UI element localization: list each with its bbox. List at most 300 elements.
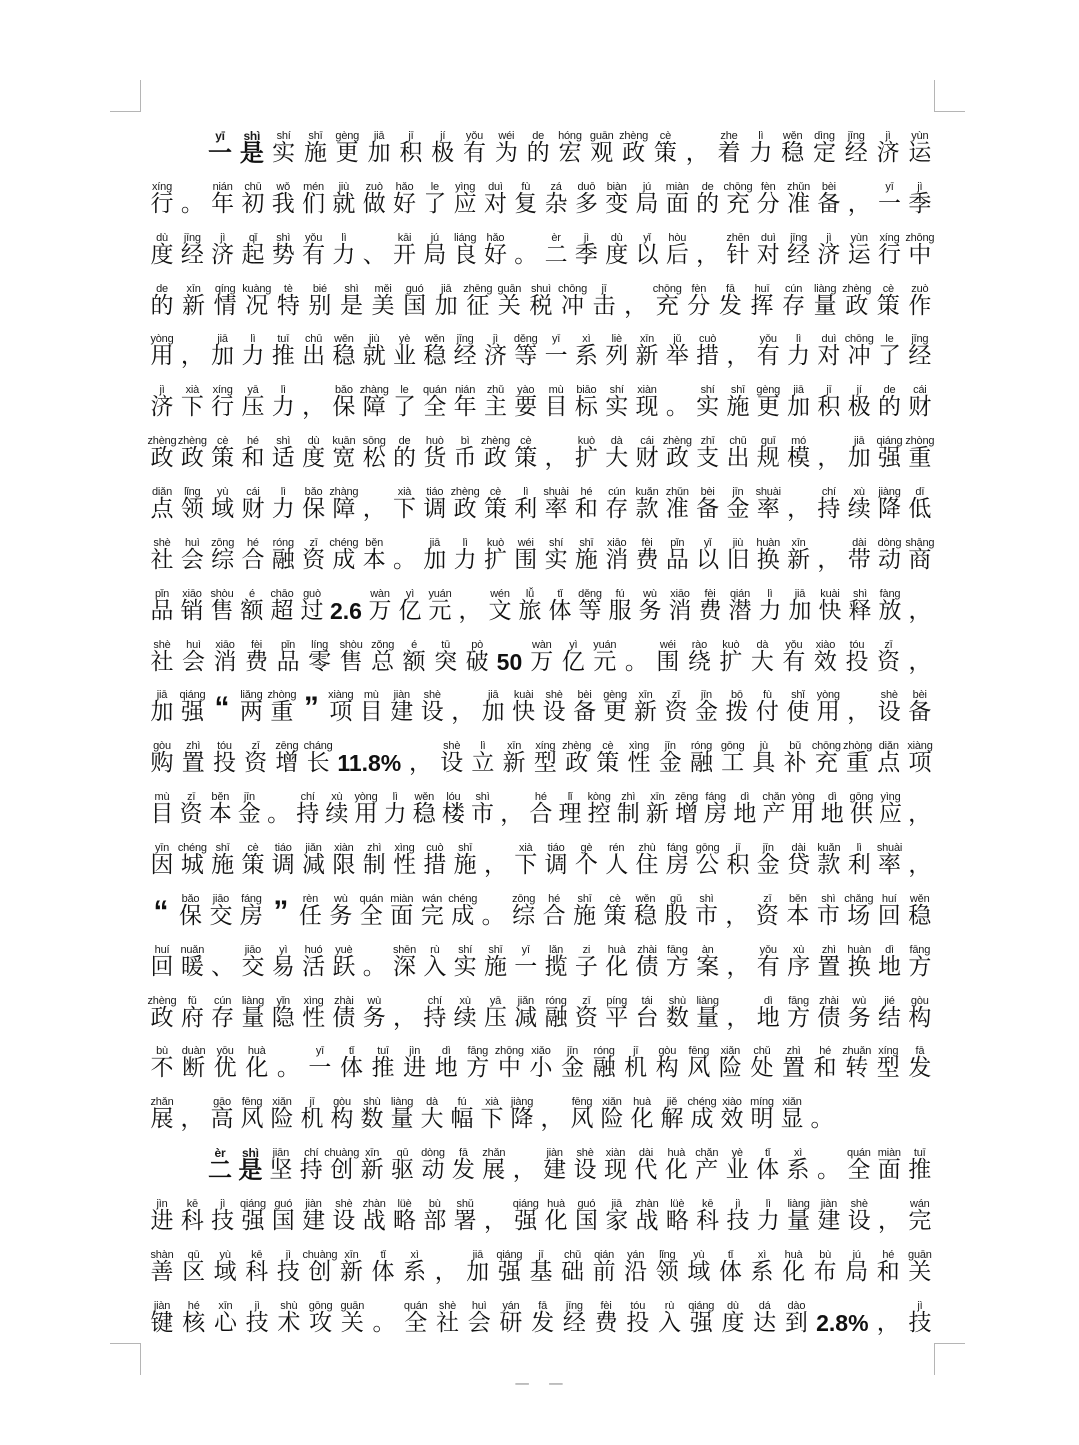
hanzi: 加 xyxy=(787,394,811,421)
hanzi: 领 xyxy=(655,1258,679,1285)
hanzi: 全 xyxy=(359,902,383,929)
hanzi: 策 xyxy=(603,902,627,929)
pinyin: gōng xyxy=(720,740,745,753)
hanzi: 重 xyxy=(908,445,932,472)
char-cell xyxy=(668,582,692,625)
pinyin: jiā xyxy=(156,689,168,702)
pinyin: jīng xyxy=(911,333,929,346)
hanzi: 善 xyxy=(150,1258,174,1285)
pinyin: chū xyxy=(729,435,747,448)
punctuation: ， xyxy=(180,343,204,370)
hanzi: 的 xyxy=(526,140,550,166)
hanzi: 技 xyxy=(211,1208,235,1235)
pinyin: kē xyxy=(186,1198,198,1211)
char-cell xyxy=(180,378,204,421)
hanzi: 成 xyxy=(451,902,475,929)
pinyin: zī xyxy=(309,536,318,549)
hanzi: 措 xyxy=(696,343,720,370)
pinyin: lì xyxy=(280,384,286,397)
punctuation-cell xyxy=(180,327,204,370)
char-cell xyxy=(619,124,649,167)
hanzi: 情 xyxy=(213,292,237,319)
char-cell xyxy=(878,378,902,421)
char-cell xyxy=(908,683,932,726)
hanzi: 中 xyxy=(497,1055,521,1082)
hanzi: 研 xyxy=(499,1309,523,1336)
char-cell xyxy=(813,277,837,320)
pinyin: shī xyxy=(308,130,323,142)
hanzi: 对 xyxy=(483,190,507,217)
hanzi: 关 xyxy=(340,1309,364,1336)
hanzi: 力 xyxy=(756,1208,780,1235)
hanzi: 快 xyxy=(818,597,842,624)
text-line xyxy=(150,378,932,429)
hanzi: 台 xyxy=(635,1004,659,1031)
pinyin: hóng xyxy=(558,130,582,142)
char-cell xyxy=(359,683,383,726)
hanzi: 全 xyxy=(423,394,447,421)
hanzi: 体 xyxy=(548,597,572,624)
pinyin: miàn xyxy=(665,180,689,193)
pinyin: xiàng xyxy=(328,689,354,702)
char-cell xyxy=(241,938,265,981)
char-cell xyxy=(543,1141,567,1184)
hanzi: 局 xyxy=(635,190,659,217)
pinyin: zhǎn xyxy=(150,1096,174,1109)
punctuation: 。 xyxy=(624,648,648,675)
char-cell xyxy=(813,633,837,676)
char-cell xyxy=(820,785,844,828)
hanzi: 征 xyxy=(466,292,490,319)
char-cell xyxy=(694,887,718,930)
pinyin: xiào xyxy=(722,1096,742,1109)
char-cell xyxy=(787,226,811,269)
pinyin: miàn xyxy=(877,1147,901,1160)
char-cell xyxy=(526,124,550,167)
char-cell xyxy=(645,785,669,828)
pinyin: guān xyxy=(908,1248,932,1261)
char-cell xyxy=(634,887,658,930)
char-cell xyxy=(603,683,627,726)
char-cell xyxy=(908,734,932,777)
hanzi: 别 xyxy=(308,292,332,319)
char-cell xyxy=(150,1192,174,1235)
hanzi: 就 xyxy=(332,190,356,217)
char-cell xyxy=(787,989,811,1032)
pinyin: huī xyxy=(754,282,770,295)
pinyin: liàng xyxy=(241,994,265,1007)
punctuation-cell xyxy=(624,633,648,676)
char-cell xyxy=(847,226,871,269)
hanzi: 货 xyxy=(423,445,447,472)
pinyin: huà xyxy=(667,1147,686,1160)
pinyin: zhèng xyxy=(562,740,592,753)
char-cell xyxy=(877,887,901,930)
hanzi: 断 xyxy=(182,1055,206,1082)
char-cell xyxy=(450,480,480,523)
punctuation: ， xyxy=(624,292,648,319)
char-cell xyxy=(150,1243,174,1286)
pinyin: cè xyxy=(247,842,259,855)
char-cell xyxy=(431,124,455,167)
pinyin: jì xyxy=(285,1248,291,1261)
char-cell xyxy=(423,327,447,370)
hanzi: 施 xyxy=(483,953,507,980)
char-cell xyxy=(605,429,629,472)
char-cell xyxy=(453,429,477,472)
char-cell xyxy=(402,633,426,676)
punctuation: 、 xyxy=(362,241,386,268)
pinyin: zōng xyxy=(211,536,235,549)
hanzi: 绕 xyxy=(687,648,711,675)
hanzi: 持 xyxy=(817,496,841,523)
pinyin: jiā xyxy=(373,130,385,142)
text-line xyxy=(150,1141,932,1192)
paragraph xyxy=(147,124,935,1141)
char-cell xyxy=(393,175,417,218)
char-cell xyxy=(494,124,518,167)
pinyin: dòng xyxy=(877,536,902,549)
pinyin: jù xyxy=(759,740,768,753)
hanzi: 方 xyxy=(787,1004,811,1031)
punctuation-cell xyxy=(908,785,932,828)
pinyin: huà xyxy=(633,1096,651,1109)
hanzi: 行 xyxy=(150,190,174,217)
char-cell xyxy=(721,1294,745,1337)
char-cell xyxy=(482,1141,506,1184)
char-cell xyxy=(781,124,805,167)
char-cell xyxy=(453,989,477,1032)
hanzi: 二 xyxy=(208,1156,232,1185)
hanzi: 季 xyxy=(908,190,932,217)
hanzi: 实 xyxy=(453,953,477,980)
text-line xyxy=(150,785,932,836)
pinyin: kē xyxy=(251,1248,263,1261)
hanzi: 一 xyxy=(544,343,568,370)
char-cell xyxy=(817,378,841,421)
char-cell xyxy=(594,1294,618,1337)
char-cell xyxy=(362,836,386,879)
char-cell xyxy=(471,734,495,777)
hanzi: 域 xyxy=(687,1258,711,1285)
hanzi: 作 xyxy=(908,292,932,319)
char-cell xyxy=(696,480,720,523)
pinyin: zhàng xyxy=(329,486,359,499)
char-cell xyxy=(544,175,568,218)
hanzi: 风 xyxy=(240,1106,264,1133)
hanzi: 目 xyxy=(150,801,174,828)
hanzi: 冲 xyxy=(847,343,871,370)
char-cell xyxy=(299,1141,323,1184)
hanzi: 设 xyxy=(877,699,901,726)
punctuation-cell xyxy=(816,1141,840,1184)
char-cell xyxy=(147,989,177,1032)
char-cell xyxy=(573,887,597,930)
hanzi: 面 xyxy=(877,1157,901,1184)
char-cell xyxy=(755,683,779,726)
char-cell xyxy=(434,277,458,320)
pinyin: xù xyxy=(792,943,805,956)
text-line xyxy=(150,277,932,328)
char-cell xyxy=(542,887,566,930)
pinyin: zhǔn xyxy=(665,486,689,499)
text-line xyxy=(150,175,932,226)
hanzi: 控 xyxy=(587,801,611,828)
char-cell xyxy=(362,429,386,472)
pinyin: mén xyxy=(303,180,324,193)
char-cell xyxy=(180,226,204,269)
hanzi: 的 xyxy=(878,394,901,421)
pinyin: dào xyxy=(787,1299,806,1312)
char-cell xyxy=(481,683,505,726)
char-cell xyxy=(627,734,651,777)
hanzi: 综 xyxy=(512,902,536,929)
char-cell xyxy=(635,1192,659,1235)
char-cell xyxy=(786,1141,810,1184)
pinyin: zhài xyxy=(637,943,657,956)
pinyin: xīn xyxy=(218,1299,233,1312)
char-cell xyxy=(332,327,356,370)
hanzi: 有 xyxy=(756,953,780,980)
hanzi: 税 xyxy=(529,292,553,319)
pinyin: xìng xyxy=(394,842,415,855)
pinyin: jī xyxy=(735,842,741,855)
hanzi: 况 xyxy=(245,292,269,319)
pinyin: bù xyxy=(156,1045,168,1058)
char-cell xyxy=(420,683,444,726)
pinyin: qíng xyxy=(214,282,236,295)
char-cell xyxy=(308,277,332,320)
pinyin: xīn xyxy=(650,791,665,804)
pinyin: tuī xyxy=(377,1045,389,1058)
char-cell xyxy=(494,1039,524,1082)
hanzi: 量 xyxy=(241,1004,265,1031)
pinyin: fáng xyxy=(667,842,688,855)
hanzi: 率 xyxy=(878,852,901,879)
char-cell xyxy=(441,785,465,828)
char-cell xyxy=(813,1039,837,1082)
char-cell xyxy=(213,633,237,676)
char-cell xyxy=(335,124,359,167)
punctuation-cell xyxy=(726,989,750,1032)
hanzi: 面 xyxy=(390,902,414,929)
punctuation: ， xyxy=(685,140,709,166)
hanzi: 设 xyxy=(332,1208,356,1235)
hanzi: 率 xyxy=(756,496,780,523)
hanzi: 做 xyxy=(362,190,386,217)
char-cell xyxy=(428,582,452,625)
hanzi: 购 xyxy=(150,750,174,777)
char-cell xyxy=(726,531,750,574)
char-cell xyxy=(718,277,742,320)
char-cell xyxy=(723,175,753,218)
punctuation-cell xyxy=(451,683,475,726)
char-cell xyxy=(483,938,507,981)
char-cell xyxy=(211,327,235,370)
hanzi: 域 xyxy=(213,1258,237,1285)
char-cell xyxy=(529,785,553,828)
char-cell xyxy=(497,1243,521,1286)
hanzi: 资 xyxy=(876,648,900,675)
char-cell xyxy=(488,582,512,625)
pinyin: kuǎn xyxy=(635,486,659,499)
char-cell xyxy=(180,582,204,625)
hanzi: 实 xyxy=(605,394,629,421)
char-cell xyxy=(393,480,417,523)
hanzi: 稳 xyxy=(634,902,657,929)
pinyin: lóu xyxy=(446,791,461,804)
pinyin: jì xyxy=(254,1299,260,1312)
pinyin: rèn xyxy=(302,892,318,905)
pinyin: lì xyxy=(523,486,529,499)
char-cell xyxy=(180,480,204,523)
pinyin: zhèng xyxy=(147,994,177,1007)
hanzi: 初 xyxy=(241,190,265,217)
char-cell xyxy=(276,1243,300,1286)
char-cell xyxy=(696,989,720,1032)
pinyin: fú xyxy=(457,1096,467,1109)
pinyin: xiǎn xyxy=(602,1096,622,1109)
pinyin: kuài xyxy=(513,689,534,702)
char-cell xyxy=(878,429,902,472)
char-cell xyxy=(750,633,774,676)
hanzi: 务 xyxy=(638,597,662,624)
char-cell xyxy=(271,378,295,421)
punctuation: 。 xyxy=(481,902,505,929)
char-cell xyxy=(453,836,477,879)
char-cell xyxy=(332,378,356,421)
pinyin: yī xyxy=(521,943,530,956)
pinyin: guī xyxy=(760,435,776,448)
hanzi: 市 xyxy=(471,801,495,828)
pinyin: tǐ xyxy=(557,587,563,600)
char-cell xyxy=(209,887,233,930)
pinyin: xiāo xyxy=(606,536,627,549)
hanzi: 济 xyxy=(150,394,174,421)
hanzi: 新 xyxy=(360,1157,384,1184)
text-line xyxy=(150,1192,932,1243)
char-cell xyxy=(877,734,901,777)
char-cell xyxy=(847,429,871,472)
char-cell xyxy=(514,531,538,574)
pinyin: zī xyxy=(582,994,591,1007)
char-cell xyxy=(421,1141,445,1184)
hanzi: 施 xyxy=(303,140,327,166)
pinyin: hé xyxy=(247,435,259,448)
hanzi: 我 xyxy=(271,190,295,217)
char-cell xyxy=(908,938,932,981)
hanzi: 化 xyxy=(664,1157,688,1184)
pinyin: zōng xyxy=(512,892,536,905)
pinyin: fèn xyxy=(691,282,707,295)
pinyin: yǐ xyxy=(643,231,651,244)
char-cell xyxy=(463,124,487,167)
pinyin: hǎo xyxy=(486,231,505,244)
pinyin: zhèng xyxy=(842,282,872,295)
punctuation-cell xyxy=(908,582,932,625)
char-cell xyxy=(466,1039,490,1082)
hanzi: 有 xyxy=(756,343,780,370)
hanzi: 场 xyxy=(847,902,871,929)
hanzi: 力 xyxy=(758,597,782,624)
char-cell xyxy=(726,836,750,879)
pinyin: shòu xyxy=(339,638,363,651)
pinyin: róng xyxy=(545,994,567,1007)
pinyin: fāng xyxy=(467,1045,489,1058)
char-cell xyxy=(423,226,447,269)
char-cell xyxy=(423,836,447,879)
punctuation: ， xyxy=(512,1157,536,1184)
hanzi: 化 xyxy=(782,1258,806,1285)
hanzi: 的 xyxy=(696,190,720,217)
char-cell xyxy=(514,1192,538,1235)
char-cell xyxy=(749,124,773,167)
hanzi: 积 xyxy=(817,394,841,421)
char-cell xyxy=(752,734,776,777)
char-cell xyxy=(696,378,720,421)
hanzi: 策 xyxy=(876,292,900,319)
punctuation: ， xyxy=(817,546,841,573)
char-cell xyxy=(548,582,572,625)
hanzi: 潜 xyxy=(728,597,752,624)
punctuation-cell xyxy=(362,226,386,269)
quotation-mark-cell xyxy=(270,887,292,930)
hanzi: 度 xyxy=(302,445,326,472)
pinyin: xíng xyxy=(212,384,233,397)
pinyin: jì xyxy=(583,231,589,244)
char-cell xyxy=(750,277,774,320)
char-cell xyxy=(210,582,234,625)
punctuation-cell xyxy=(878,1192,902,1235)
hanzi: 销 xyxy=(180,597,204,624)
hanzi: 展 xyxy=(150,1106,174,1133)
number-cell xyxy=(816,1294,868,1337)
char-cell xyxy=(512,683,536,726)
pinyin: jiā xyxy=(441,282,452,295)
punctuation: 。 xyxy=(276,1055,300,1082)
hanzi: 人 xyxy=(605,852,629,879)
hanzi: 出 xyxy=(726,445,750,472)
char-cell xyxy=(756,429,780,472)
char-cell xyxy=(756,226,780,269)
pinyin: fèi xyxy=(251,638,263,651)
pinyin: quán xyxy=(422,384,447,397)
char-cell xyxy=(514,836,538,879)
pinyin: tái xyxy=(641,994,653,1007)
pinyin: hé xyxy=(187,1299,200,1312)
char-cell xyxy=(212,734,236,777)
char-cell xyxy=(844,124,868,167)
punctuation: ， xyxy=(483,1208,507,1235)
hanzi: 经 xyxy=(180,241,204,268)
hanzi: 构 xyxy=(655,1055,679,1082)
hanzi: 补 xyxy=(783,750,807,777)
char-cell xyxy=(308,633,332,676)
char-cell xyxy=(780,1090,804,1133)
hanzi: 放 xyxy=(878,597,902,624)
char-cell xyxy=(755,887,779,930)
text-line xyxy=(150,633,932,684)
char-cell xyxy=(756,836,780,879)
char-cell xyxy=(638,582,662,625)
pinyin: wàn xyxy=(531,638,552,651)
hanzi: 债 xyxy=(332,1004,356,1031)
hanzi: 高 xyxy=(210,1106,234,1133)
hanzi: 型 xyxy=(533,750,557,777)
pinyin: shí xyxy=(549,536,564,549)
char-cell xyxy=(177,836,207,879)
pinyin: jiā xyxy=(611,1198,622,1211)
